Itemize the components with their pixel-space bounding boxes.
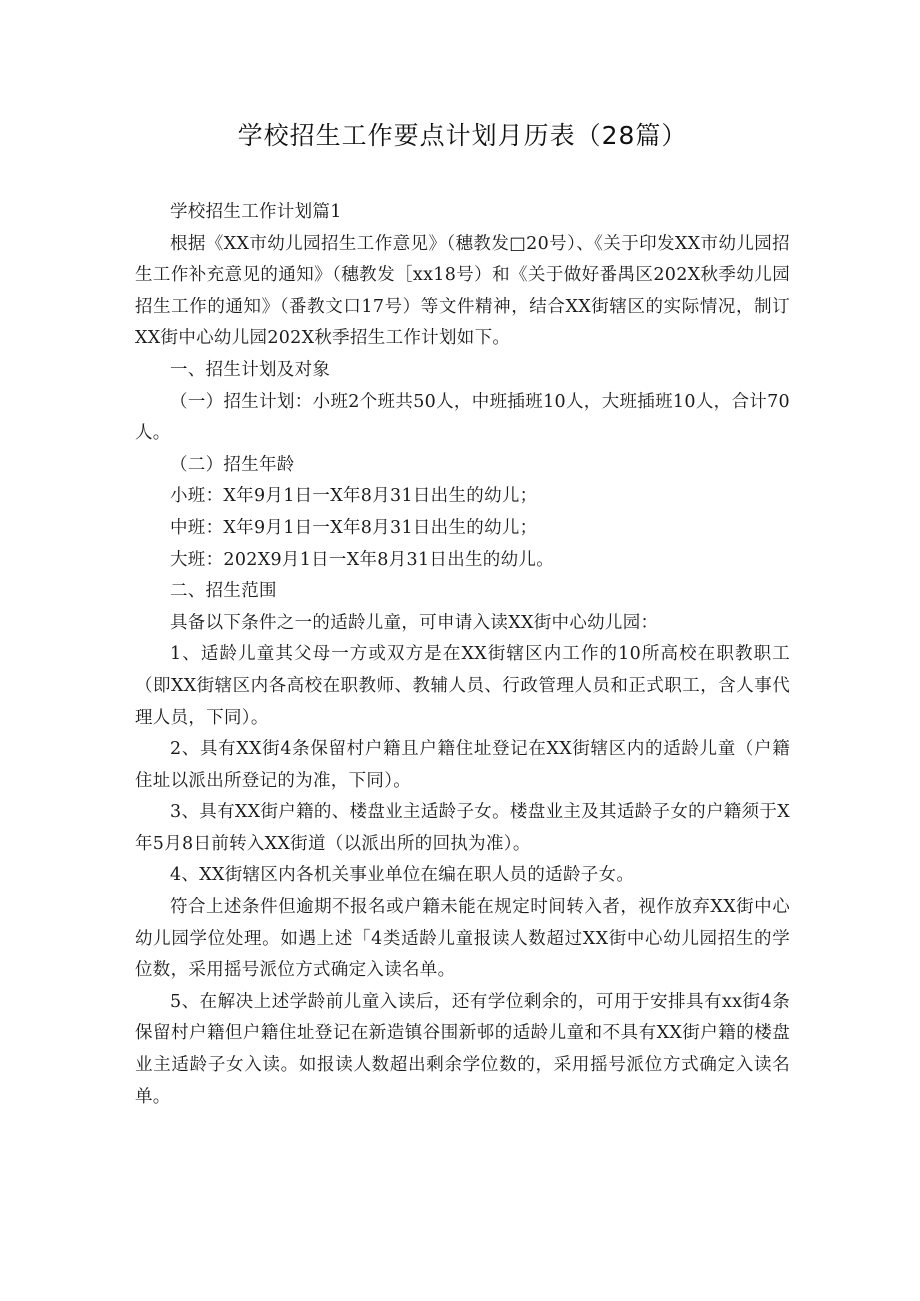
paragraph-heading-plan: 一、招生计划及对象: [170, 359, 331, 380]
paragraph-age-small: 小班：X年9月1日一X年8月31日出生的幼儿；: [170, 486, 538, 507]
paragraph-heading-scope: 二、招生范围: [170, 581, 277, 602]
paragraph-section-heading: 学校招生工作计划篇1: [170, 202, 342, 222]
paragraph-condition-4: 4、XX街辖区内各机关事业单位在编在职人员的适龄子女。: [170, 865, 635, 886]
paragraph-age-middle: 中班：X年9月1日一X年8月31日出生的幼儿；: [170, 517, 538, 538]
paragraph-age-large: 大班：202X9月1日一X年8月31日出生的幼儿。: [170, 549, 554, 570]
paragraph-intro: 根据《XX市幼儿园招生工作意见》（穗教发□20号）、《关于印发XX市幼儿园招生工作补充意见的通知》（穗教发［xx18号）和《关于做好番禺区202X秋季幼儿园招生工作的通知》（番教文口17号）等文件精神，结合XX街辖区的实际情况，制订XX街中心幼儿园202X秋季招生工作计划如下。: [135, 233, 790, 349]
paragraph-condition-3: 3、具有XX街户籍的、楼盘业主适龄子女。楼盘业主及其适龄子女的户籍须于X年5月8日前转入XX街道（以派出所的回执为准）。: [135, 802, 790, 854]
paragraph-scope-intro: 具备以下条件之一的适龄儿童，可申请入读XX街中心幼儿园：: [170, 612, 659, 633]
paragraph-condition-1: 1、适龄儿童其父母一方或双方是在XX街辖区内工作的10所高校在职教职工（即XX街辖区内各高校在职教师、教辅人员、行政管理人员和正式职工，含人事代理人员，下同）。: [135, 644, 790, 728]
paragraph-condition-2: 2、具有XX街4条保留村户籍且户籍住址登记在XX街辖区内的适龄儿童（户籍住址以派出所登记的为准，下同）。: [135, 739, 790, 791]
paragraph-heading-age: （二）招生年龄: [170, 454, 295, 475]
paragraph-plan-count: （一）招生计划：小班2个班共50人，中班插班10人，大班插班10人，合计70人。: [135, 391, 790, 444]
paragraph-condition-note: 符合上述条件但逾期不报名或户籍未能在规定时间转入者，视作放弃XX街中心幼儿园学位处理。如遇上述「4类适龄儿童报读人数超过XX街中心幼儿园招生的学位数，采用摇号派位方式确定入读名单。: [135, 897, 790, 981]
paragraph-condition-5: 5、在解决上述学龄前儿童入读后，还有学位剩余的，可用于安排具有xx街4条保留村户籍但户籍住址登记在新造镇谷围新邨的适龄儿童和不具有XX街户籍的楼盘业主适龄子女入读。如报读人数超出剩余学位数的，采用摇号派位方式确定入读名单。: [135, 991, 790, 1107]
document-title: 学校招生工作要点计划月历表（28篇）: [237, 121, 688, 150]
